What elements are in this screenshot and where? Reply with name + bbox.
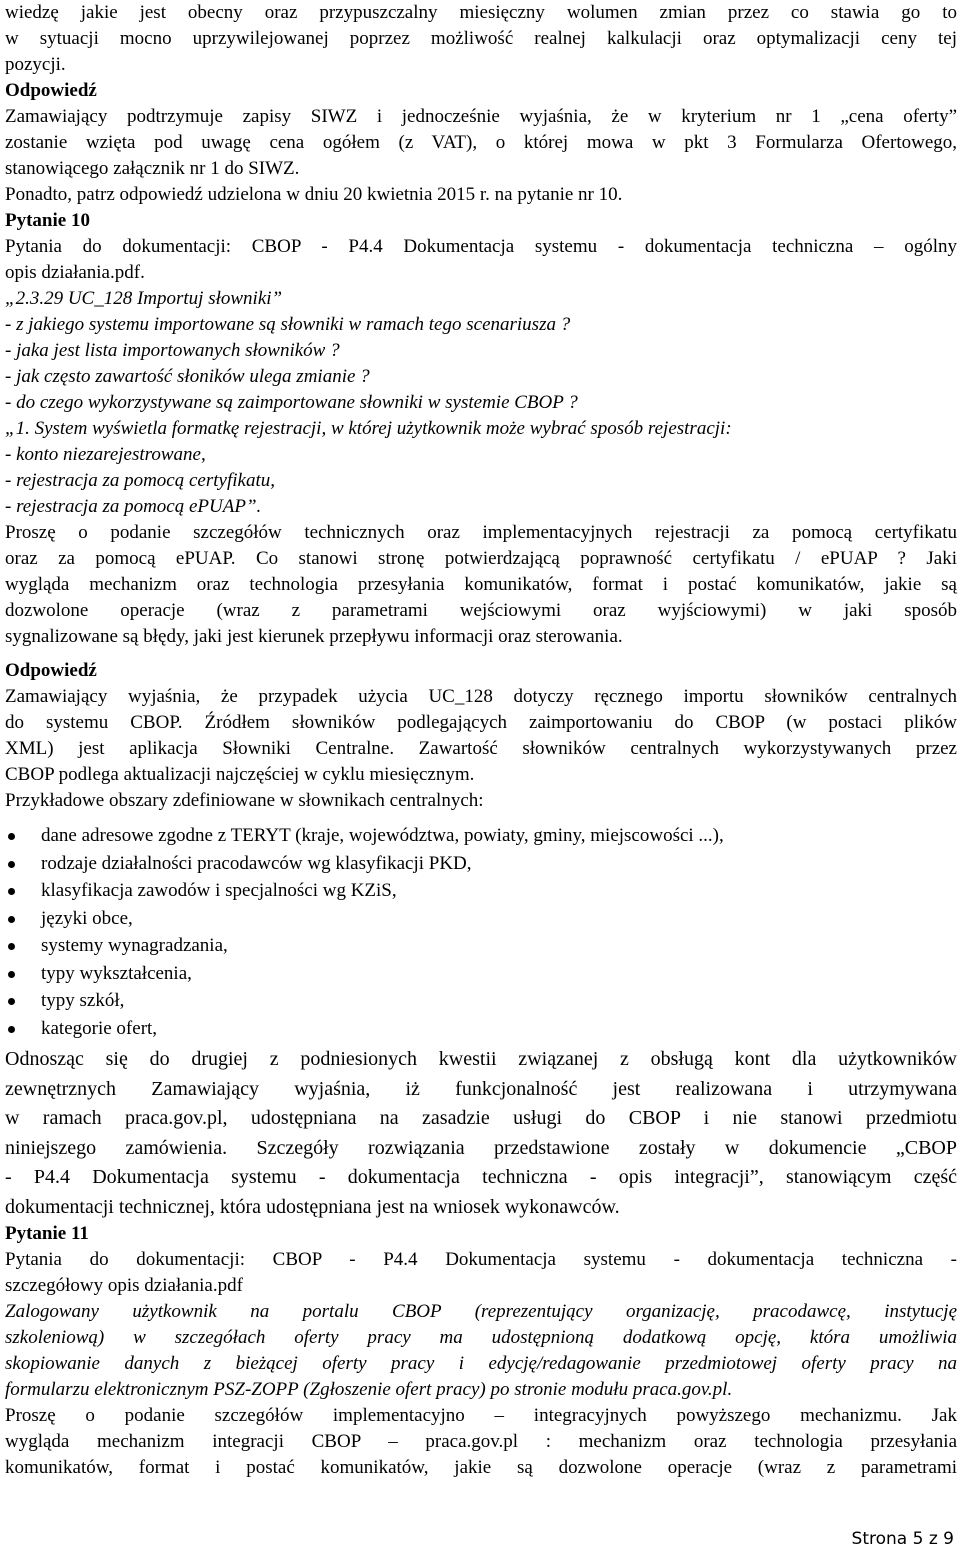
text-line: Proszę o podanie szczegółów technicznych oraz implementacyjnych rejestracji za pomocą certyfikatu (5, 522, 957, 543)
text-line: - rejestracja za pomocą certyfikatu, (5, 470, 275, 491)
text-line: pozycji. (5, 54, 66, 75)
text-line: Zamawiający wyjaśnia, że przypadek użycia UC_128 dotyczy ręcznego importu słowników centralnych (5, 686, 957, 707)
text-line: Zamawiający podtrzymuje zapisy SIWZ i jednocześnie wyjaśnia, że w kryterium nr 1 „cena oferty” (5, 106, 957, 127)
answer-1-section (5, 78, 957, 208)
text-line: sygnalizowane są błędy, jaki jest kierunek przepływu informacji oraz sterowania. (5, 626, 623, 647)
text-line: wiedzę jakie jest obecny oraz przypuszczalny miesięczny wolumen zmian przez co stawia go to (5, 2, 957, 23)
text-line: Pytania do dokumentacji: CBOP - P4.4 Dokumentacja systemu - dokumentacja techniczna - (5, 1249, 957, 1270)
text-line: stanowiącego załącznik nr 1 do SIWZ. (5, 158, 300, 179)
bullet-icon (8, 971, 15, 978)
text-line: wygląda mechanizm oraz technologia przesyłania komunikatów, format i postać komunikatów, jakie są (5, 574, 957, 595)
text-line: Przykładowe obszary zdefiniowane w słownikach centralnych: (5, 790, 484, 811)
bullet-icon (8, 943, 15, 950)
text-line: - jaka jest lista importowanych słowników ? (5, 340, 340, 361)
text-line: - rejestracja za pomocą ePUAP”. (5, 496, 262, 517)
text-line: Odnosząc się do drugiej z podniesionych kwestii związanej z obsługą kont dla użytkowników (5, 1048, 957, 1070)
text-line: zewnętrznych Zamawiający wyjaśnia, iż funkcjonalność jest realizowana i utrzymywana (5, 1077, 957, 1100)
text-line: wygląda mechanizm integracji CBOP – praca.gov.pl : mechanizm oraz technologia przesyłania (5, 1431, 957, 1452)
text-line: skopiowanie danych z bieżącej oferty pracy i edycję/redagowanie przedmiotowej oferty pracy na (5, 1353, 957, 1374)
list-item-text: kategorie ofert, (41, 1017, 158, 1039)
list-item-text: typy szkół, (41, 990, 125, 1011)
text-line: w sytuacji mocno uprzywilejowanej poprzez możliwość realnej kalkulacji oraz optymalizacji ceny tej (5, 28, 957, 49)
page-number (852, 1529, 954, 1549)
text-line: - jak często zawartość słoników ulega zmianie ? (5, 366, 370, 387)
text-line: oraz za pomocą ePUAP. Co stanowi stronę potwierdzającą poprawność certyfikatu / ePUAP ? Jaki (5, 548, 957, 569)
list-item-text: typy wykształcenia, (41, 962, 192, 984)
text-line: CBOP podlega aktualizacji najczęściej w cyklu miesięcznym. (5, 764, 475, 785)
page-number-separator: z (923, 1529, 944, 1549)
page-number-total: 9 (943, 1529, 954, 1549)
answer-heading: Odpowiedź (5, 80, 97, 101)
text-line: - konto niezarejestrowane, (5, 444, 206, 465)
dictionary-list (5, 822, 957, 1042)
text-line: formularzu elektronicznym PSZ-ZOPP (Zgłoszenie ofert pracy) po stronie modułu praca.gov.pl. (5, 1379, 733, 1400)
text-line: dozwolone operacje (wraz z parametrami wejściowymi oraz wyjściowymi) w jaki sposób (5, 600, 957, 621)
text-line: „1. System wyświetla formatkę rejestracji, w której użytkownik może wybrać sposób rejestracji: (5, 418, 732, 439)
text-line: niniejszego zamówienia. Szczegóły rozwiązania przedstawione zostały w dokumencie „CBOP (5, 1136, 957, 1159)
text-line: Pytania do dokumentacji: CBOP - P4.4 Dokumentacja systemu - dokumentacja techniczna – ogólny (5, 236, 957, 257)
text-line: dokumentacji technicznej, która udostępniana jest na wniosek wykonawców. (5, 1195, 620, 1218)
list-item-text: rodzaje działalności pracodawców wg klasyfikacji PKD, (41, 852, 472, 874)
text-line: - P4.4 Dokumentacja systemu - dokumentacja techniczna - opis integracji”, stanowiącym część (5, 1166, 957, 1188)
list-item (5, 822, 957, 850)
list-item-text: języki obce, (41, 907, 133, 929)
list-item (5, 877, 957, 905)
list-item-text: systemy wynagradzania, (41, 935, 228, 956)
answer-2-tail (5, 1045, 957, 1222)
list-item (5, 850, 957, 878)
answer-2-section (5, 658, 957, 814)
list-item (5, 905, 957, 933)
text-line: zostanie wzięta pod uwagę cena ogółem (z VAT), o której mowa w pkt 3 Formularza Ofertowego, (5, 132, 957, 153)
bullet-icon (8, 1026, 15, 1033)
list-item (5, 932, 957, 960)
list-item-text: dane adresowe zgodne z TERYT (kraje, województwa, powiaty, gminy, miejscowości ...), (41, 825, 724, 846)
bullet-icon (8, 861, 15, 868)
answer-heading: Odpowiedź (5, 660, 97, 681)
text-line: opis działania.pdf. (5, 262, 145, 283)
page-number-prefix: Strona (851, 1529, 913, 1549)
list-item (5, 987, 957, 1015)
list-item-text: klasyfikacja zawodów i specjalności wg KZiS, (41, 880, 397, 901)
question-heading: Pytanie 11 (5, 1223, 89, 1244)
bullet-icon (8, 888, 15, 895)
list-item (5, 960, 957, 988)
text-line: XML) jest aplikacja Słowniki Centralne. Zawartość słowników centralnych wykorzystywanych przez (5, 738, 957, 759)
question-11-section (5, 1221, 957, 1481)
text-line: „2.3.29 UC_128 Importuj słowniki” (5, 288, 283, 309)
intro-paragraph (5, 0, 957, 78)
question-heading: Pytanie 10 (5, 210, 90, 231)
text-line: komunikatów, format i postać komunikatów, jakie są dozwolone operacje (wraz z parametrami (5, 1457, 957, 1478)
list-item (5, 1015, 957, 1043)
text-line: szkoleniową) w szczegółach oferty pracy ma udostępnioną dodatkową opcję, która umożliwia (5, 1327, 957, 1348)
question-10-section (5, 208, 957, 650)
text-line: Proszę o podanie szczegółów implementacyjno – integracyjnych powyższego mechanizmu. Jak (5, 1405, 957, 1426)
bullet-icon (8, 833, 15, 840)
text-line: szczegółowy opis działania.pdf (5, 1275, 243, 1296)
text-line: w ramach praca.gov.pl, udostępniana na zasadzie usługi do CBOP i nie stanowi przedmiotu (5, 1107, 957, 1129)
bullet-icon (8, 998, 15, 1005)
text-line: Ponadto, patrz odpowiedź udzielona w dniu 20 kwietnia 2015 r. na pytanie nr 10. (5, 184, 623, 205)
text-line: Zalogowany użytkownik na portalu CBOP (reprezentujący organizację, pracodawcę, instytucję (5, 1301, 957, 1322)
text-line: - z jakiego systemu importowane są słowniki w ramach tego scenariusza ? (5, 314, 571, 335)
text-line: do systemu CBOP. Źródłem słowników podlegających zaimportowaniu do CBOP (w postaci plików (5, 712, 957, 733)
text-line: - do czego wykorzystywane są zaimportowane słowniki w systemie CBOP ? (5, 392, 578, 413)
page-number-current: 5 (912, 1529, 924, 1549)
bullet-icon (8, 916, 15, 923)
